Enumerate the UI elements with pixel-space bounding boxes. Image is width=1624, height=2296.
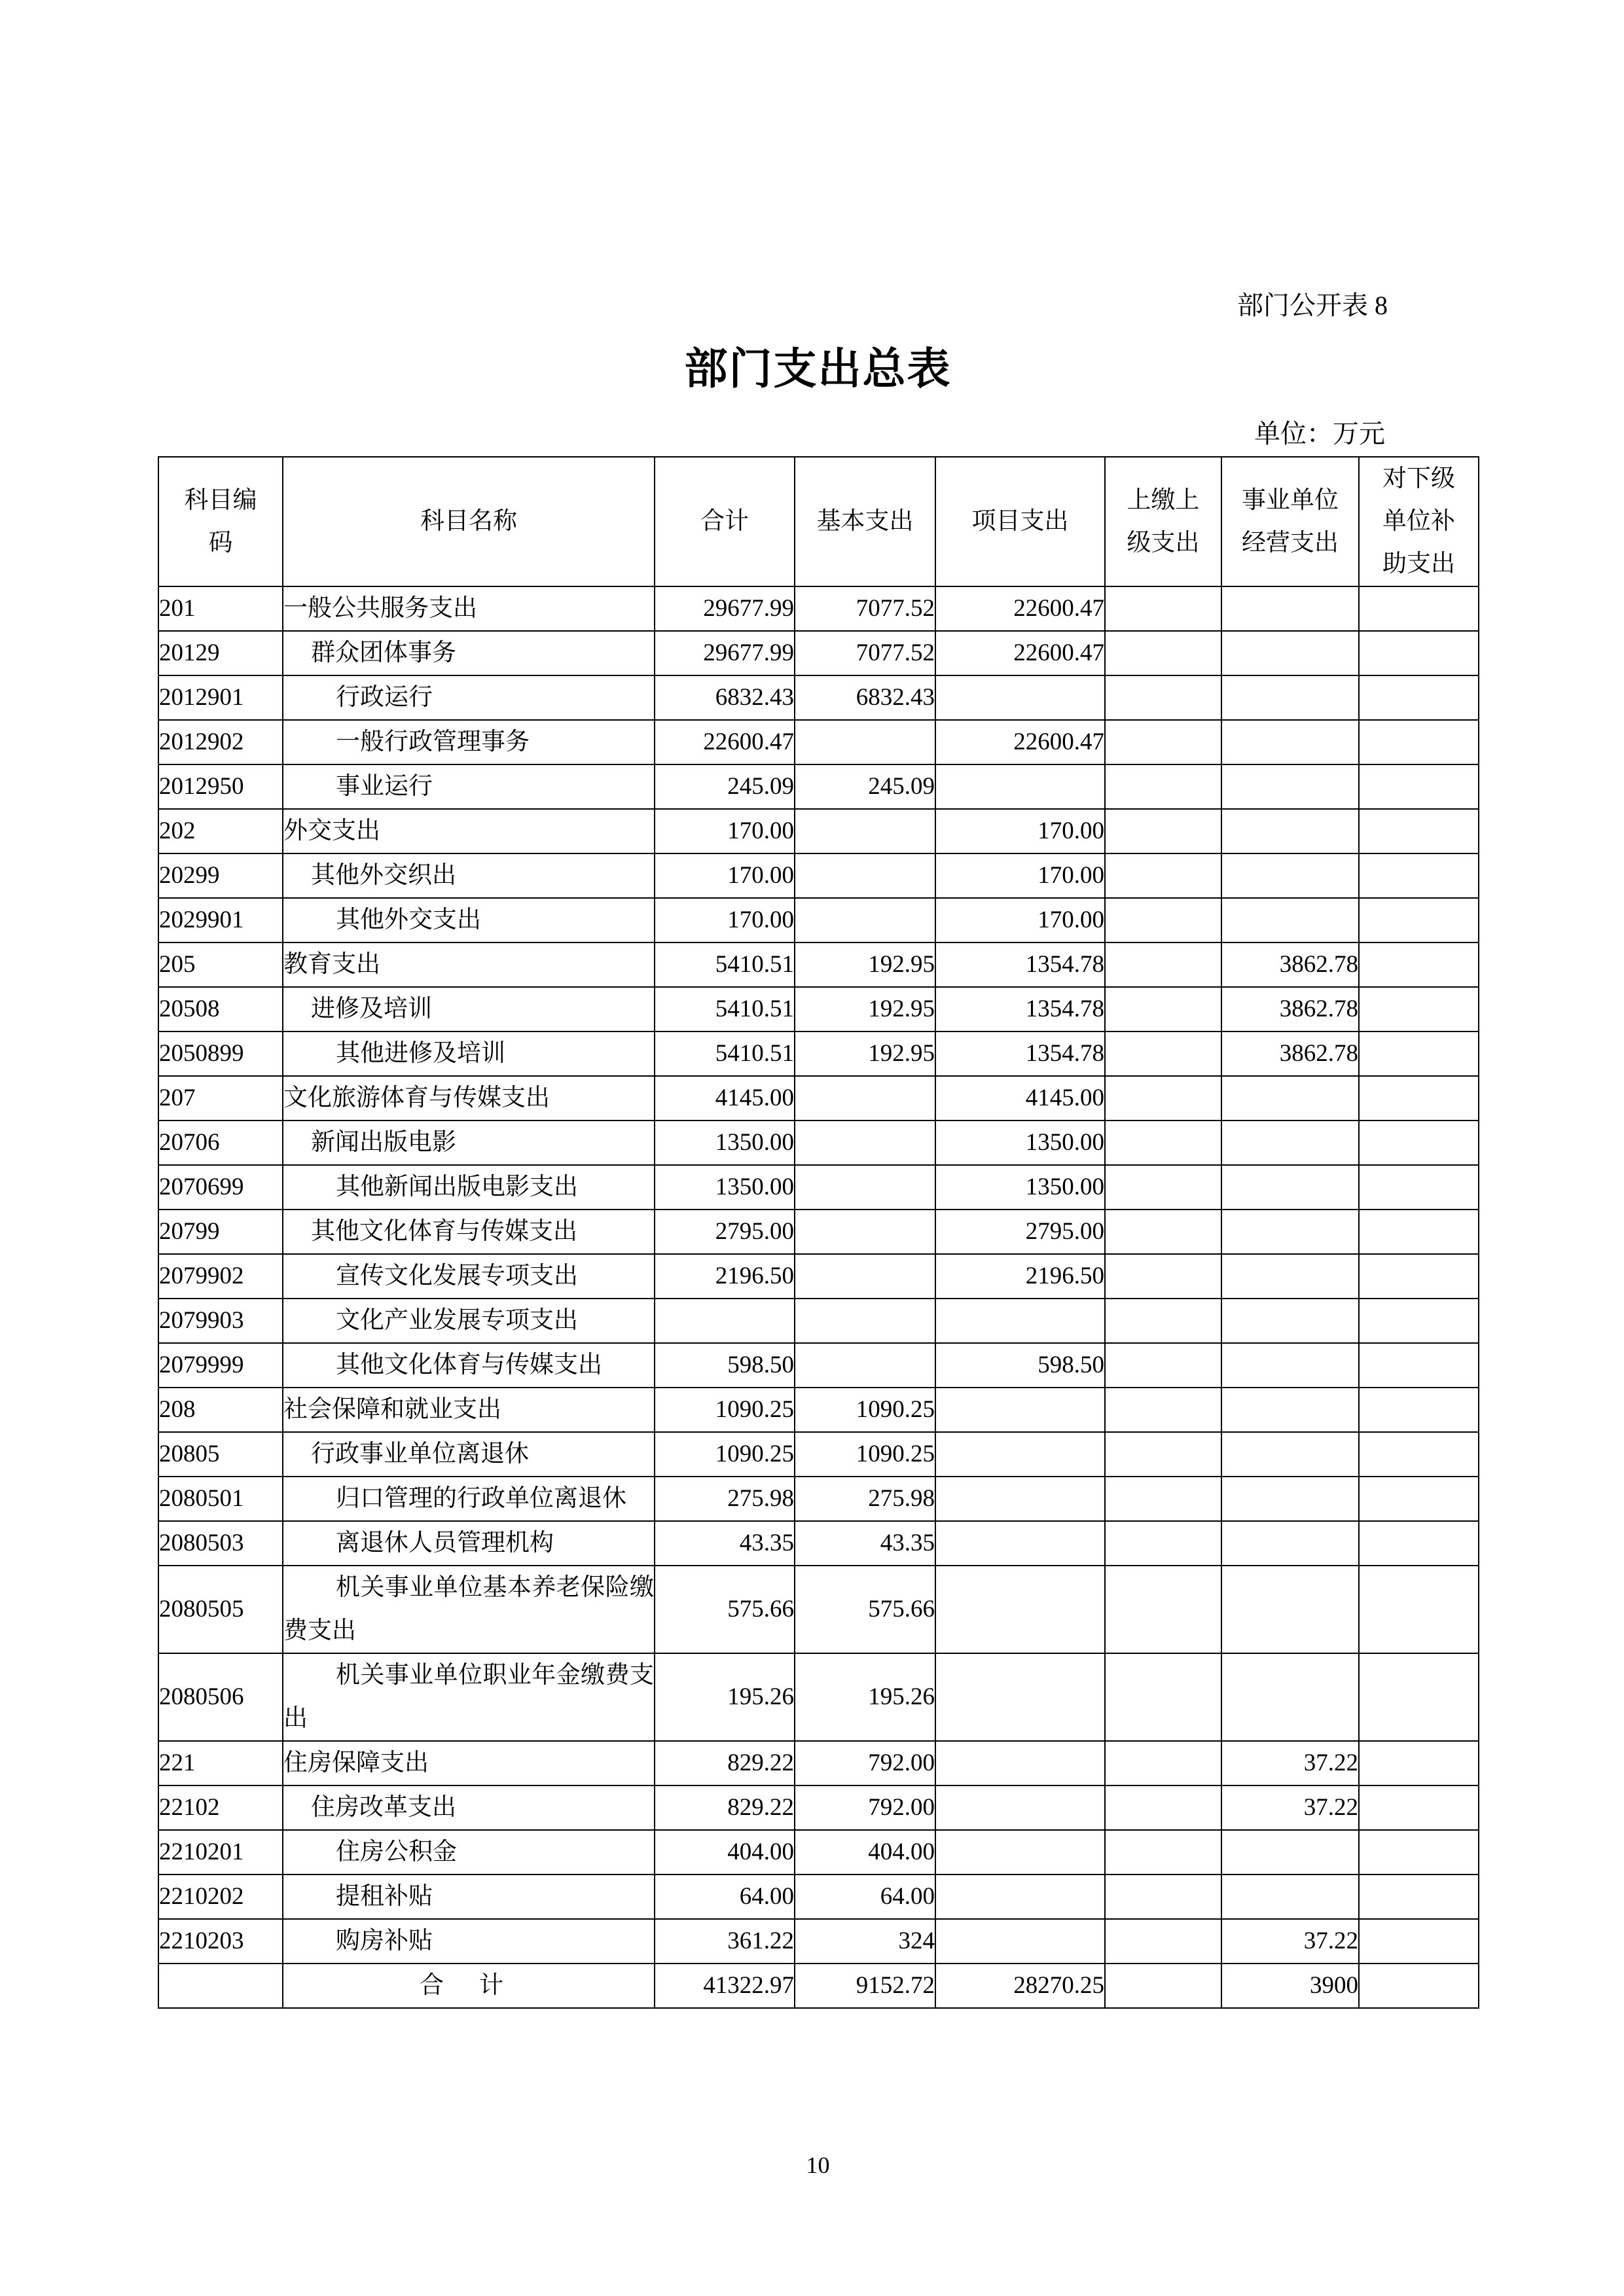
cell-code: 2210203 [158, 1919, 283, 1964]
cell-upper [1105, 1521, 1221, 1566]
cell-upper [1105, 1919, 1221, 1964]
table-row [158, 675, 1479, 720]
cell-total: 275.98 [655, 1477, 795, 1521]
cell-total: 829.22 [655, 1785, 795, 1830]
cell-code: 2070699 [158, 1165, 283, 1210]
page-number: 10 [806, 2152, 830, 2178]
cell-project [935, 1919, 1105, 1964]
cell-total: 41322.97 [655, 1964, 795, 2008]
cell-code: 201 [158, 586, 283, 631]
cell-business [1221, 1121, 1359, 1165]
cell-project [935, 1785, 1105, 1830]
cell-basic [795, 809, 935, 853]
header-total-label: 合计 [700, 508, 749, 535]
cell-subsidy [1359, 987, 1479, 1031]
cell-name: 新闻出版电影 [283, 1121, 655, 1165]
cell-project: 170.00 [935, 853, 1105, 898]
table-row [158, 764, 1479, 809]
header-project [935, 457, 1105, 586]
cell-name: 文化产业发展专项支出 [283, 1299, 655, 1343]
cell-project [935, 1830, 1105, 1874]
cell-business [1221, 809, 1359, 853]
cell-name: 事业运行 [283, 764, 655, 809]
cell-subsidy [1359, 942, 1479, 987]
cell-basic: 192.95 [795, 942, 935, 987]
cell-basic [795, 1299, 935, 1343]
cell-total: 43.35 [655, 1521, 795, 1566]
cell-business [1221, 898, 1359, 942]
table-row [158, 631, 1479, 675]
cell-code: 2210201 [158, 1830, 283, 1874]
cell-basic: 195.26 [795, 1653, 935, 1741]
cell-code: 2012902 [158, 720, 283, 764]
cell-upper [1105, 1432, 1221, 1477]
cell-business [1221, 1343, 1359, 1388]
cell-project [935, 1521, 1105, 1566]
page-label: 部门公开表 8 [1237, 291, 1388, 320]
cell-upper [1105, 809, 1221, 853]
cell-subsidy [1359, 1521, 1479, 1566]
cell-subsidy [1359, 631, 1479, 675]
cell-code: 2079902 [158, 1254, 283, 1299]
cell-basic: 324 [795, 1919, 935, 1964]
cell-name: 离退休人员管理机构 [283, 1521, 655, 1566]
cell-business: 3862.78 [1221, 987, 1359, 1031]
cell-basic: 9152.72 [795, 1964, 935, 2008]
cell-upper [1105, 1566, 1221, 1653]
table-row [158, 898, 1479, 942]
cell-project: 170.00 [935, 809, 1105, 853]
cell-upper [1105, 675, 1221, 720]
table-row [158, 1566, 1479, 1653]
cell-code: 2080501 [158, 1477, 283, 1521]
header-subsidy-label: 对下级单位补助支出 [1382, 465, 1455, 577]
table-row [158, 1031, 1479, 1076]
cell-business [1221, 1521, 1359, 1566]
cell-subsidy [1359, 1210, 1479, 1254]
cell-project: 1350.00 [935, 1121, 1105, 1165]
cell-subsidy [1359, 898, 1479, 942]
cell-upper [1105, 1830, 1221, 1874]
cell-code: 2080505 [158, 1566, 283, 1653]
cell-project: 170.00 [935, 898, 1105, 942]
cell-name: 其他文化体育与传媒支出 [283, 1210, 655, 1254]
table-row [158, 1785, 1479, 1830]
cell-total: 404.00 [655, 1830, 795, 1874]
unit-label: 单位：万元 [1254, 419, 1385, 448]
cell-basic: 6832.43 [795, 675, 935, 720]
cell-upper [1105, 1741, 1221, 1785]
cell-business [1221, 586, 1359, 631]
cell-upper [1105, 898, 1221, 942]
cell-total: 575.66 [655, 1566, 795, 1653]
cell-project [935, 1741, 1105, 1785]
cell-subsidy [1359, 853, 1479, 898]
cell-project: 1354.78 [935, 1031, 1105, 1076]
cell-subsidy [1359, 764, 1479, 809]
cell-basic: 792.00 [795, 1785, 935, 1830]
cell-project [935, 1388, 1105, 1432]
cell-project [935, 1299, 1105, 1343]
cell-basic: 64.00 [795, 1874, 935, 1919]
cell-upper [1105, 1254, 1221, 1299]
cell-total: 2196.50 [655, 1254, 795, 1299]
cell-business [1221, 1210, 1359, 1254]
cell-upper [1105, 1299, 1221, 1343]
cell-subsidy [1359, 1874, 1479, 1919]
header-upper-label: 上缴上级支出 [1127, 486, 1200, 556]
cell-name: 其他外交支出 [283, 898, 655, 942]
table-row [158, 1165, 1479, 1210]
cell-name: 住房保障支出 [283, 1741, 655, 1785]
table-row [158, 1477, 1479, 1521]
cell-code: 221 [158, 1741, 283, 1785]
cell-subsidy [1359, 1343, 1479, 1388]
header-code [158, 457, 283, 586]
cell-code: 20706 [158, 1121, 283, 1165]
cell-project: 28270.25 [935, 1964, 1105, 2008]
cell-subsidy [1359, 1477, 1479, 1521]
cell-business [1221, 1388, 1359, 1432]
cell-business: 3862.78 [1221, 942, 1359, 987]
cell-code: 2080506 [158, 1653, 283, 1741]
expense-table [158, 456, 1479, 2009]
cell-business [1221, 1874, 1359, 1919]
cell-subsidy [1359, 1919, 1479, 1964]
table-row [158, 987, 1479, 1031]
cell-subsidy [1359, 1566, 1479, 1653]
cell-project: 598.50 [935, 1343, 1105, 1388]
cell-name: 行政运行 [283, 675, 655, 720]
cell-total: 170.00 [655, 898, 795, 942]
header-name-label: 科目名称 [420, 508, 517, 535]
cell-code: 2050899 [158, 1031, 283, 1076]
cell-subsidy [1359, 720, 1479, 764]
cell-code: 202 [158, 809, 283, 853]
cell-project [935, 1874, 1105, 1919]
cell-code: 207 [158, 1076, 283, 1121]
table-row [158, 1521, 1479, 1566]
cell-name: 机关事业单位职业年金缴费支出 [283, 1653, 655, 1741]
table-header [158, 457, 1479, 586]
cell-total: 29677.99 [655, 586, 795, 631]
cell-basic: 43.35 [795, 1521, 935, 1566]
header-basic [795, 457, 935, 586]
cell-name: 外交支出 [283, 809, 655, 853]
cell-name: 社会保障和就业支出 [283, 1388, 655, 1432]
cell-business [1221, 720, 1359, 764]
cell-upper [1105, 586, 1221, 631]
cell-code: 20805 [158, 1432, 283, 1477]
cell-name: 住房公积金 [283, 1830, 655, 1874]
cell-project: 1354.78 [935, 987, 1105, 1031]
cell-business [1221, 675, 1359, 720]
cell-subsidy [1359, 1299, 1479, 1343]
cell-subsidy [1359, 1388, 1479, 1432]
cell-name: 购房补贴 [283, 1919, 655, 1964]
header-upper [1105, 457, 1221, 586]
cell-upper [1105, 1785, 1221, 1830]
cell-subsidy [1359, 1964, 1479, 2008]
cell-name: 行政事业单位离退休 [283, 1432, 655, 1477]
cell-business [1221, 1566, 1359, 1653]
table-row [158, 720, 1479, 764]
cell-business [1221, 853, 1359, 898]
cell-total: 195.26 [655, 1653, 795, 1741]
cell-code [158, 1964, 283, 2008]
cell-business: 3862.78 [1221, 1031, 1359, 1076]
cell-code: 2080503 [158, 1521, 283, 1566]
header-project-label: 项目支出 [971, 508, 1069, 535]
cell-subsidy [1359, 675, 1479, 720]
header-business-label: 事业单位经营支出 [1242, 486, 1339, 556]
cell-project: 22600.47 [935, 720, 1105, 764]
header-subsidy [1359, 457, 1479, 586]
table-row [158, 853, 1479, 898]
header-total [655, 457, 795, 586]
cell-upper [1105, 1343, 1221, 1388]
cell-basic [795, 1210, 935, 1254]
cell-total: 1090.25 [655, 1432, 795, 1477]
cell-code: 20129 [158, 631, 283, 675]
cell-total: 5410.51 [655, 1031, 795, 1076]
cell-project: 22600.47 [935, 586, 1105, 631]
cell-total: 361.22 [655, 1919, 795, 1964]
table-row [158, 1076, 1479, 1121]
cell-subsidy [1359, 1785, 1479, 1830]
cell-code: 2079999 [158, 1343, 283, 1388]
cell-upper [1105, 720, 1221, 764]
cell-total: 5410.51 [655, 942, 795, 987]
cell-subsidy [1359, 1432, 1479, 1477]
cell-code: 2012901 [158, 675, 283, 720]
cell-upper [1105, 1388, 1221, 1432]
table-row [158, 1432, 1479, 1477]
cell-code: 20299 [158, 853, 283, 898]
cell-code: 2012950 [158, 764, 283, 809]
cell-name: 宣传文化发展专项支出 [283, 1254, 655, 1299]
cell-business [1221, 764, 1359, 809]
cell-basic: 192.95 [795, 1031, 935, 1076]
cell-basic: 404.00 [795, 1830, 935, 1874]
table-row [158, 586, 1479, 631]
cell-name: 合 计 [283, 1964, 655, 2008]
cell-upper [1105, 1031, 1221, 1076]
page-title: 部门支出总表 [684, 344, 952, 394]
cell-project: 1354.78 [935, 942, 1105, 987]
cell-project: 2196.50 [935, 1254, 1105, 1299]
cell-total: 29677.99 [655, 631, 795, 675]
cell-basic: 275.98 [795, 1477, 935, 1521]
cell-name: 其他进修及培训 [283, 1031, 655, 1076]
cell-upper [1105, 987, 1221, 1031]
cell-basic: 7077.52 [795, 631, 935, 675]
header-code-label: 科目编码 [184, 486, 257, 556]
table-header-row [158, 457, 1479, 586]
cell-upper [1105, 764, 1221, 809]
table-row [158, 1254, 1479, 1299]
cell-upper [1105, 1076, 1221, 1121]
cell-subsidy [1359, 586, 1479, 631]
cell-total: 2795.00 [655, 1210, 795, 1254]
cell-code: 2029901 [158, 898, 283, 942]
cell-upper [1105, 1121, 1221, 1165]
cell-total: 170.00 [655, 809, 795, 853]
table-row [158, 1210, 1479, 1254]
cell-name: 归口管理的行政单位离退休 [283, 1477, 655, 1521]
cell-project: 2795.00 [935, 1210, 1105, 1254]
cell-basic [795, 1076, 935, 1121]
cell-name: 住房改革支出 [283, 1785, 655, 1830]
table-body [158, 586, 1479, 2008]
cell-total: 1350.00 [655, 1121, 795, 1165]
table-row [158, 1741, 1479, 1785]
cell-subsidy [1359, 1741, 1479, 1785]
cell-business [1221, 1653, 1359, 1741]
cell-basic: 792.00 [795, 1741, 935, 1785]
cell-upper [1105, 1210, 1221, 1254]
table-row [158, 809, 1479, 853]
cell-total [655, 1299, 795, 1343]
cell-code: 208 [158, 1388, 283, 1432]
table-row [158, 1121, 1479, 1165]
cell-business: 3900 [1221, 1964, 1359, 2008]
cell-project [935, 1653, 1105, 1741]
cell-name: 教育支出 [283, 942, 655, 987]
cell-basic [795, 1343, 935, 1388]
total-row [158, 1964, 1479, 2008]
cell-name: 一般公共服务支出 [283, 586, 655, 631]
cell-name: 一般行政管理事务 [283, 720, 655, 764]
table-row [158, 1388, 1479, 1432]
cell-project [935, 675, 1105, 720]
cell-business [1221, 1254, 1359, 1299]
cell-subsidy [1359, 1076, 1479, 1121]
cell-upper [1105, 942, 1221, 987]
cell-subsidy [1359, 1254, 1479, 1299]
cell-project: 1350.00 [935, 1165, 1105, 1210]
cell-code: 205 [158, 942, 283, 987]
cell-business [1221, 1299, 1359, 1343]
cell-business [1221, 1432, 1359, 1477]
cell-total: 22600.47 [655, 720, 795, 764]
cell-upper [1105, 853, 1221, 898]
cell-upper [1105, 1964, 1221, 2008]
cell-name: 其他外交织出 [283, 853, 655, 898]
cell-basic: 7077.52 [795, 586, 935, 631]
cell-name: 其他新闻出版电影支出 [283, 1165, 655, 1210]
cell-upper [1105, 1477, 1221, 1521]
cell-code: 20799 [158, 1210, 283, 1254]
cell-code: 2079903 [158, 1299, 283, 1343]
cell-upper [1105, 1165, 1221, 1210]
cell-basic [795, 1254, 935, 1299]
cell-total: 598.50 [655, 1343, 795, 1388]
cell-subsidy [1359, 1031, 1479, 1076]
cell-business [1221, 1830, 1359, 1874]
cell-basic: 575.66 [795, 1566, 935, 1653]
cell-basic: 1090.25 [795, 1432, 935, 1477]
cell-subsidy [1359, 1653, 1479, 1741]
header-name [283, 457, 655, 586]
cell-business: 37.22 [1221, 1785, 1359, 1830]
cell-subsidy [1359, 1121, 1479, 1165]
table-row [158, 1830, 1479, 1874]
cell-total: 1350.00 [655, 1165, 795, 1210]
cell-basic [795, 898, 935, 942]
cell-total: 64.00 [655, 1874, 795, 1919]
table-row [158, 1919, 1479, 1964]
cell-project [935, 1566, 1105, 1653]
header-basic-label: 基本支出 [816, 508, 914, 535]
cell-basic [795, 720, 935, 764]
table-row [158, 1299, 1479, 1343]
header-business [1221, 457, 1359, 586]
cell-total: 6832.43 [655, 675, 795, 720]
cell-basic [795, 853, 935, 898]
cell-total: 1090.25 [655, 1388, 795, 1432]
table-row [158, 1874, 1479, 1919]
cell-subsidy [1359, 1830, 1479, 1874]
cell-code: 20508 [158, 987, 283, 1031]
cell-name: 进修及培训 [283, 987, 655, 1031]
cell-basic [795, 1121, 935, 1165]
cell-project: 4145.00 [935, 1076, 1105, 1121]
cell-business [1221, 1165, 1359, 1210]
table-row [158, 1653, 1479, 1741]
cell-upper [1105, 631, 1221, 675]
cell-upper [1105, 1653, 1221, 1741]
cell-business: 37.22 [1221, 1919, 1359, 1964]
cell-business [1221, 1477, 1359, 1521]
cell-name: 其他文化体育与传媒支出 [283, 1343, 655, 1388]
cell-total: 5410.51 [655, 987, 795, 1031]
table-row [158, 942, 1479, 987]
cell-name: 机关事业单位基本养老保险缴费支出 [283, 1566, 655, 1653]
cell-name: 提租补贴 [283, 1874, 655, 1919]
cell-project: 22600.47 [935, 631, 1105, 675]
cell-business [1221, 1076, 1359, 1121]
cell-total: 245.09 [655, 764, 795, 809]
cell-business: 37.22 [1221, 1741, 1359, 1785]
cell-name: 文化旅游体育与传媒支出 [283, 1076, 655, 1121]
cell-name: 群众团体事务 [283, 631, 655, 675]
cell-project [935, 1477, 1105, 1521]
cell-subsidy [1359, 1165, 1479, 1210]
cell-total: 829.22 [655, 1741, 795, 1785]
cell-basic: 245.09 [795, 764, 935, 809]
cell-upper [1105, 1874, 1221, 1919]
table-row [158, 1343, 1479, 1388]
cell-project [935, 764, 1105, 809]
cell-code: 2210202 [158, 1874, 283, 1919]
cell-total: 4145.00 [655, 1076, 795, 1121]
cell-basic: 1090.25 [795, 1388, 935, 1432]
cell-total: 170.00 [655, 853, 795, 898]
cell-business [1221, 631, 1359, 675]
cell-basic: 192.95 [795, 987, 935, 1031]
cell-basic [795, 1165, 935, 1210]
cell-project [935, 1432, 1105, 1477]
cell-subsidy [1359, 809, 1479, 853]
cell-code: 22102 [158, 1785, 283, 1830]
